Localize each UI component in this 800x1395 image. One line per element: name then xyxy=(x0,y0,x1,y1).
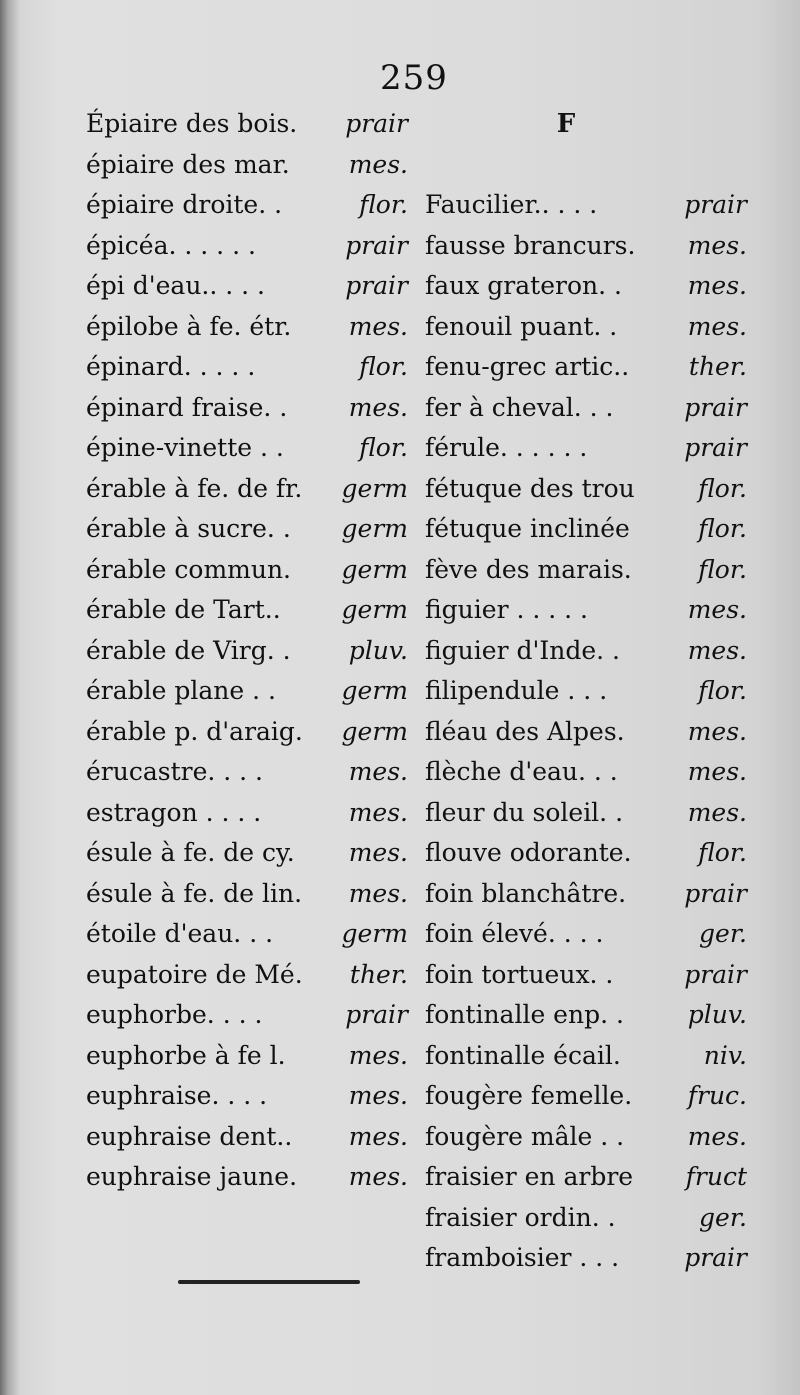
list-item xyxy=(425,671,747,712)
plant-name: érable à fe. de fr. xyxy=(86,473,303,503)
plant-name: férule. . . . . . xyxy=(425,433,588,462)
list-item xyxy=(86,509,408,550)
list-item xyxy=(425,226,747,267)
season-abbr: mes. xyxy=(348,797,408,827)
plant-name: fléau des Alpes. xyxy=(425,716,625,746)
list-item xyxy=(425,266,747,307)
season-abbr: ger. xyxy=(699,919,747,948)
plant-name: érable p. d'araig. xyxy=(86,716,303,746)
season-abbr: pluv. xyxy=(687,1000,747,1029)
season-abbr: germ xyxy=(341,595,408,624)
plant-name: épinard. . . . . xyxy=(86,352,256,381)
season-abbr: prair xyxy=(684,1243,747,1272)
season-abbr: germ xyxy=(341,716,408,746)
season-abbr: flor. xyxy=(359,352,408,381)
plant-name: épiaire droite. . xyxy=(86,190,283,219)
plant-name: foin élevé. . . . xyxy=(425,919,604,948)
list-item xyxy=(86,428,408,469)
plant-name: épine-vinette . . xyxy=(86,433,284,462)
list-item xyxy=(425,185,747,226)
season-abbr: mes. xyxy=(687,595,747,624)
plant-name: euphraise. . . . xyxy=(86,1081,268,1110)
season-abbr: mes. xyxy=(687,311,747,341)
list-item xyxy=(425,712,747,753)
season-abbr: mes. xyxy=(687,635,747,665)
plant-name: fleur du soleil. . xyxy=(425,797,624,827)
season-abbr: mes. xyxy=(687,716,747,746)
list-item xyxy=(425,1076,747,1117)
plant-name: figuier d'Inde. . xyxy=(425,635,620,665)
season-abbr: flor. xyxy=(359,433,408,462)
plant-name: fougère femelle. xyxy=(425,1081,633,1110)
season-abbr: pluv. xyxy=(348,635,408,665)
page-number: 259 xyxy=(380,58,448,98)
section-spacer xyxy=(425,145,747,186)
plant-name: fétuque inclinée xyxy=(425,514,630,543)
season-abbr: prair xyxy=(345,271,408,300)
plant-name: estragon . . . . xyxy=(86,797,262,827)
plant-name: fontinalle écail. xyxy=(425,1040,621,1070)
season-abbr: mes. xyxy=(348,149,408,179)
plant-name: framboisier . . . xyxy=(425,1243,620,1272)
list-item xyxy=(86,1036,408,1077)
list-item xyxy=(86,793,408,834)
plant-name: épiaire des mar. xyxy=(86,149,290,179)
season-abbr: prair xyxy=(684,433,747,462)
list-item xyxy=(86,226,408,267)
plant-name: figuier . . . . . xyxy=(425,595,588,624)
list-item xyxy=(425,1117,747,1158)
list-item xyxy=(86,914,408,955)
plant-name: épinard fraise. . xyxy=(86,392,288,422)
season-abbr: mes. xyxy=(348,838,408,867)
section-letter: F xyxy=(556,109,576,139)
season-abbr: ther. xyxy=(688,352,747,381)
list-item xyxy=(86,1117,408,1158)
list-item xyxy=(425,914,747,955)
list-item xyxy=(425,550,747,591)
right-column xyxy=(425,104,747,1279)
season-abbr: mes. xyxy=(348,1040,408,1070)
plant-name: Faucilier.. . . . xyxy=(425,190,598,219)
list-item xyxy=(86,712,408,753)
plant-name: flèche d'eau. . . xyxy=(425,757,618,786)
list-item xyxy=(86,874,408,915)
season-abbr: flor. xyxy=(359,190,408,219)
plant-name: fausse brancurs. xyxy=(425,230,636,260)
plant-name: faux grateron. . xyxy=(425,271,622,300)
season-abbr: mes. xyxy=(348,757,408,786)
plant-name: flouve odorante. xyxy=(425,838,632,867)
season-abbr: niv. xyxy=(703,1040,747,1070)
plant-name: épicéa. . . . . . xyxy=(86,230,256,260)
plant-name: érable plane . . xyxy=(86,676,276,705)
list-item xyxy=(425,347,747,388)
list-item xyxy=(86,955,408,996)
plant-name: érable à sucre. . xyxy=(86,514,291,543)
list-item xyxy=(425,590,747,631)
list-item xyxy=(425,388,747,429)
season-abbr: flor. xyxy=(698,838,747,867)
list-item xyxy=(86,833,408,874)
season-abbr: prair xyxy=(684,878,747,908)
plant-name: euphorbe. . . . xyxy=(86,1000,263,1029)
season-abbr: fruct xyxy=(685,1162,747,1191)
season-abbr: mes. xyxy=(348,1121,408,1151)
season-abbr: mes. xyxy=(348,878,408,908)
season-abbr: mes. xyxy=(348,311,408,341)
list-item xyxy=(425,428,747,469)
list-item xyxy=(86,388,408,429)
list-item xyxy=(86,590,408,631)
list-item xyxy=(425,1036,747,1077)
list-item xyxy=(86,266,408,307)
season-abbr: germ xyxy=(341,473,408,503)
list-item xyxy=(86,631,408,672)
plant-name: étoile d'eau. . . xyxy=(86,919,274,948)
season-abbr: mes. xyxy=(348,1162,408,1191)
season-abbr: prair xyxy=(684,190,747,219)
list-item xyxy=(86,1076,408,1117)
plant-name: fer à cheval. . . xyxy=(425,392,614,422)
plant-name: fontinalle enp. . xyxy=(425,1000,624,1029)
season-abbr: prair xyxy=(345,1000,408,1029)
plant-name: fenu-grec artic.. xyxy=(425,352,630,381)
plant-name: érable commun. xyxy=(86,554,292,584)
list-item xyxy=(425,995,747,1036)
list-item xyxy=(86,185,408,226)
season-abbr: ther. xyxy=(349,959,408,989)
end-rule xyxy=(178,1280,360,1284)
plant-name: eupatoire de Mé. xyxy=(86,959,303,989)
plant-name: épilobe à fe. étr. xyxy=(86,311,292,341)
list-item xyxy=(425,955,747,996)
plant-name: érable de Tart.. xyxy=(86,595,281,624)
list-item xyxy=(86,752,408,793)
list-item xyxy=(86,469,408,510)
plant-name: foin tortueux. . xyxy=(425,959,614,989)
season-abbr: flor. xyxy=(698,676,747,705)
season-abbr: germ xyxy=(341,676,408,705)
list-item xyxy=(86,1157,408,1198)
plant-name: fougère mâle . . xyxy=(425,1121,625,1151)
list-item xyxy=(425,1198,747,1239)
season-abbr: flor. xyxy=(698,514,747,543)
plant-name: érucastre. . . . xyxy=(86,757,264,786)
season-abbr: prair xyxy=(345,109,408,138)
plant-name: érable de Virg. . xyxy=(86,635,291,665)
season-abbr: germ xyxy=(341,554,408,584)
list-item xyxy=(425,833,747,874)
plant-name: fraisier en arbre xyxy=(425,1162,634,1191)
list-item xyxy=(86,671,408,712)
list-item xyxy=(425,509,747,550)
season-abbr: mes. xyxy=(348,392,408,422)
plant-name: épi d'eau.. . . . xyxy=(86,271,265,300)
season-abbr: mes. xyxy=(687,271,747,300)
season-abbr: prair xyxy=(345,230,408,260)
list-item xyxy=(425,752,747,793)
list-item xyxy=(86,347,408,388)
list-item xyxy=(86,550,408,591)
season-abbr: mes. xyxy=(687,797,747,827)
list-item xyxy=(425,874,747,915)
plant-name: fenouil puant. . xyxy=(425,311,618,341)
plant-name: euphraise jaune. xyxy=(86,1162,298,1191)
list-item xyxy=(86,145,408,186)
season-abbr: mes. xyxy=(687,757,747,786)
plant-name: ésule à fe. de cy. xyxy=(86,838,295,867)
plant-name: Épiaire des bois. xyxy=(86,109,298,138)
list-item xyxy=(425,1238,747,1279)
list-item xyxy=(425,1157,747,1198)
plant-name: euphorbe à fe l. xyxy=(86,1040,286,1070)
season-abbr: fruc. xyxy=(687,1081,747,1110)
season-abbr: germ xyxy=(341,919,408,948)
season-abbr: flor. xyxy=(698,554,747,584)
list-item xyxy=(425,793,747,834)
season-abbr: germ xyxy=(341,514,408,543)
list-item xyxy=(86,307,408,348)
plant-name: filipendule . . . xyxy=(425,676,608,705)
season-abbr: prair xyxy=(684,959,747,989)
plant-name: fétuque des trou xyxy=(425,473,635,503)
list-item xyxy=(425,469,747,510)
season-abbr: mes. xyxy=(687,1121,747,1151)
season-abbr: ger. xyxy=(699,1202,747,1232)
left-column xyxy=(86,104,408,1198)
list-item xyxy=(86,995,408,1036)
plant-name: fève des marais. xyxy=(425,554,632,584)
season-abbr: prair xyxy=(684,392,747,422)
plant-name: fraisier ordin. . xyxy=(425,1202,616,1232)
season-abbr: flor. xyxy=(698,473,747,503)
season-abbr: mes. xyxy=(348,1081,408,1110)
plant-name: euphraise dent.. xyxy=(86,1121,293,1151)
list-item xyxy=(425,307,747,348)
list-item xyxy=(86,104,408,145)
season-abbr: mes. xyxy=(687,230,747,260)
plant-name: ésule à fe. de lin. xyxy=(86,878,303,908)
list-item xyxy=(425,631,747,672)
plant-name: foin blanchâtre. xyxy=(425,878,627,908)
